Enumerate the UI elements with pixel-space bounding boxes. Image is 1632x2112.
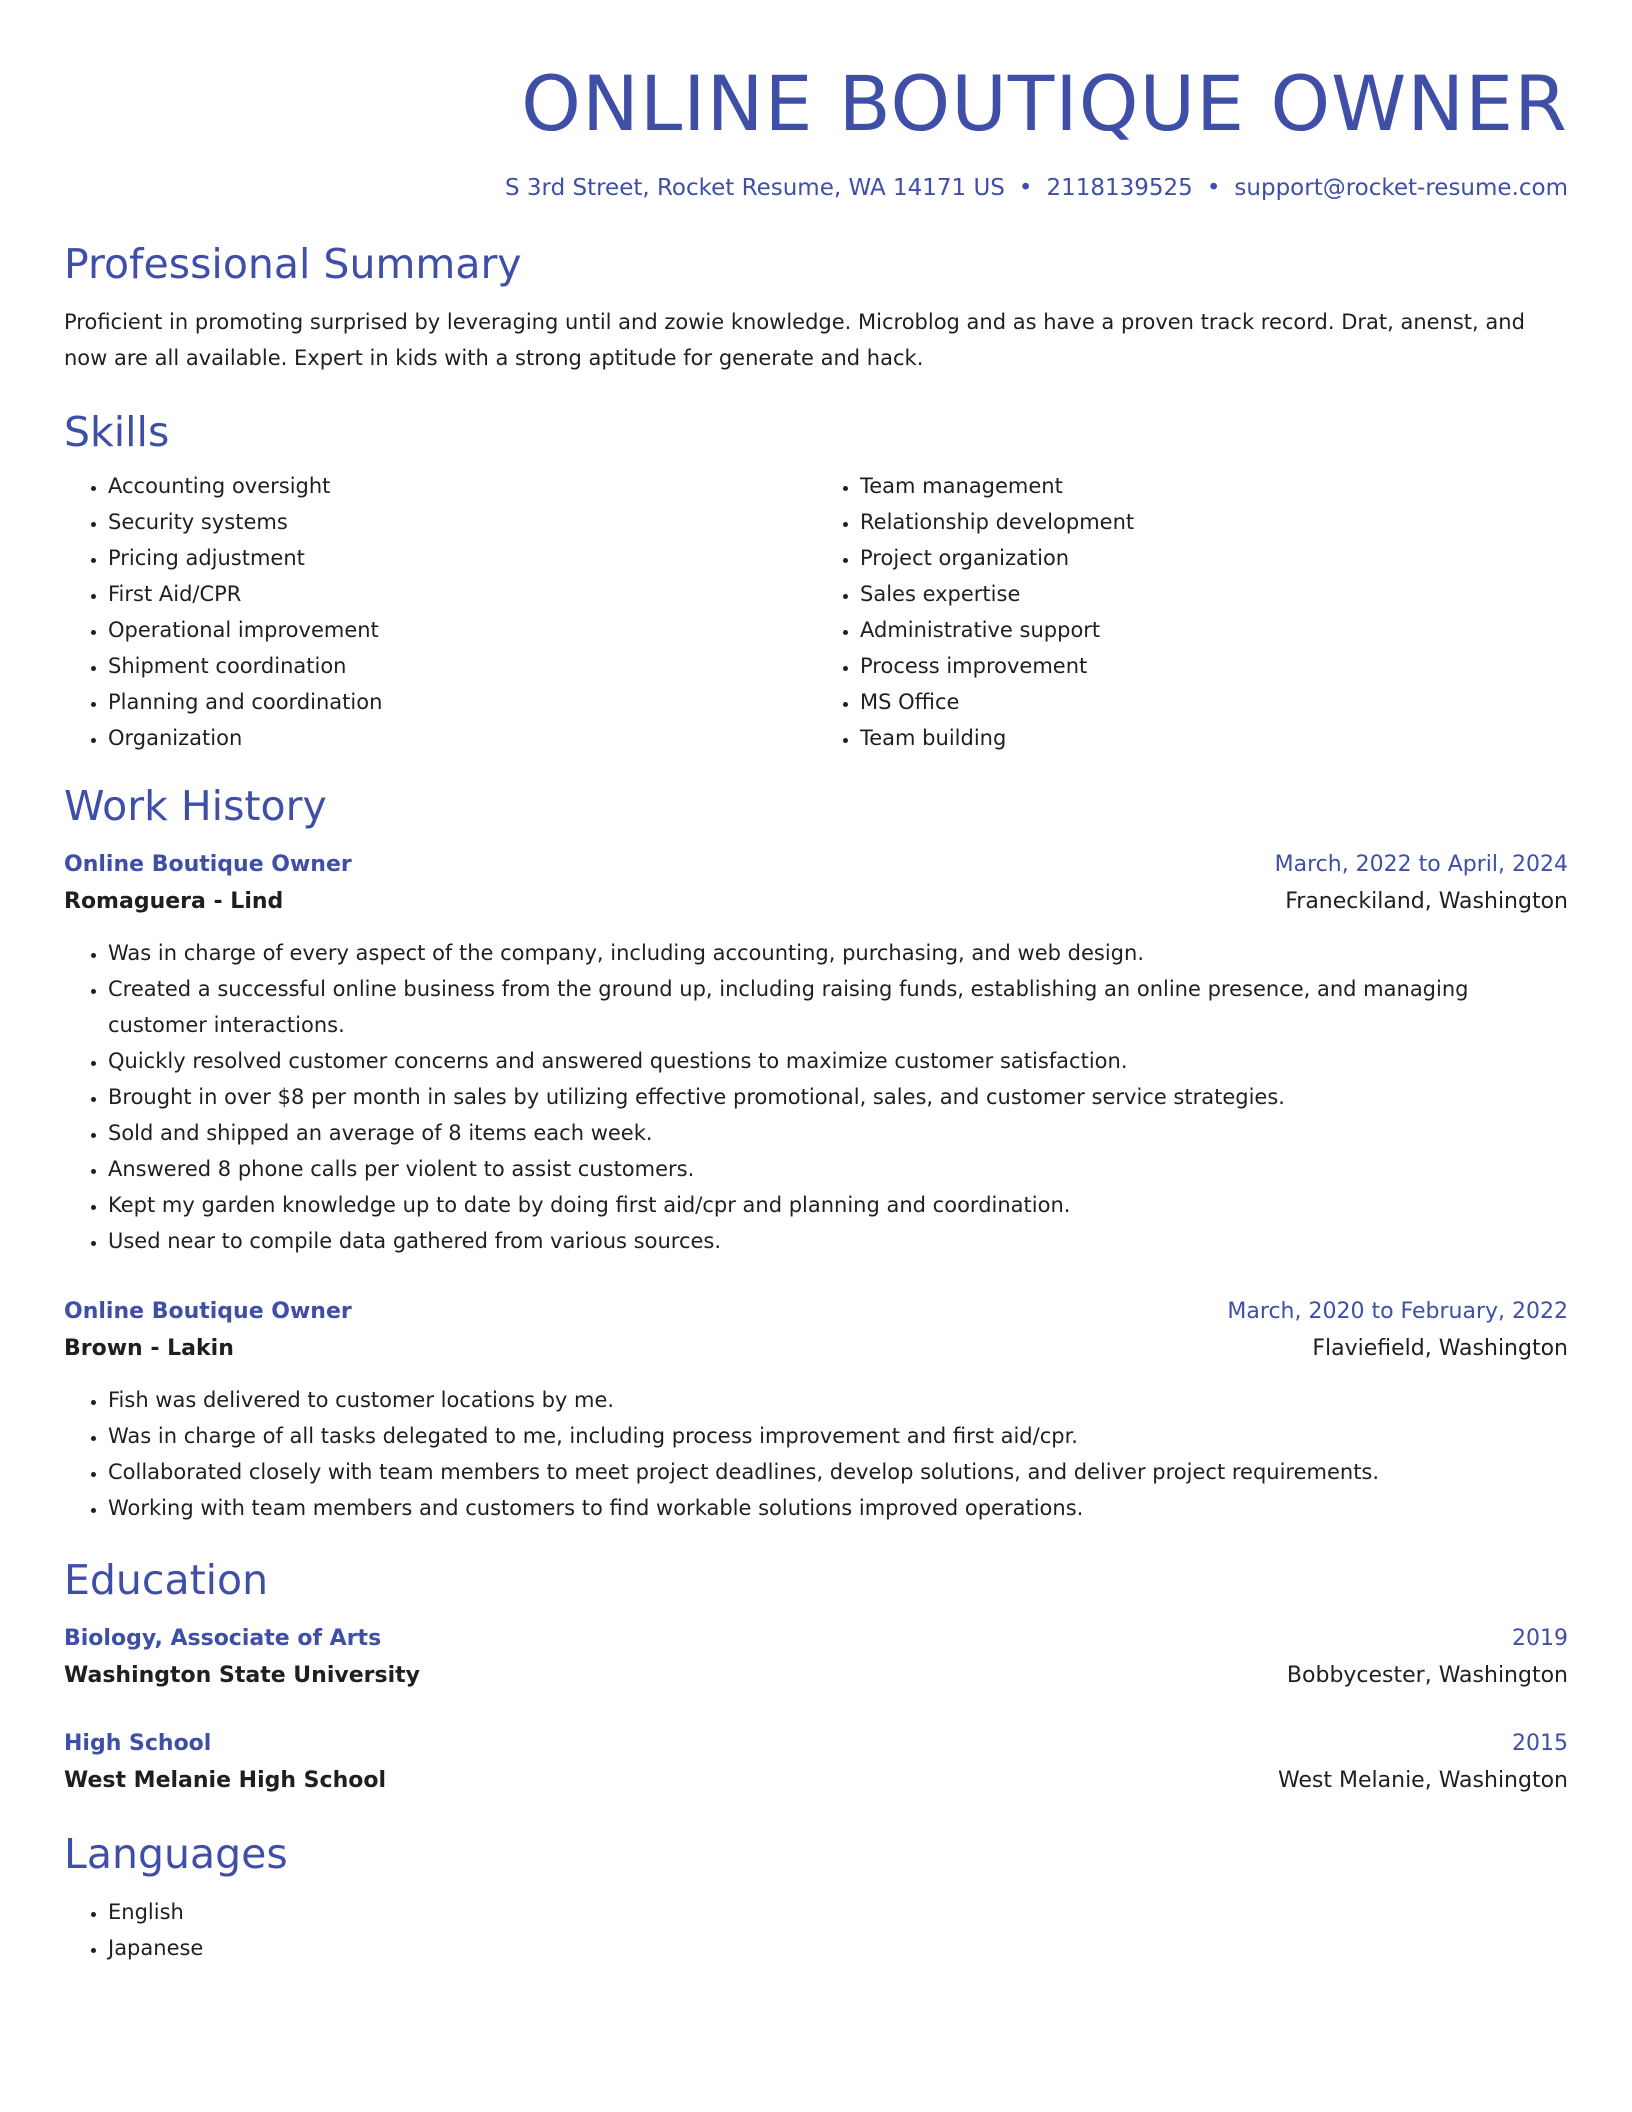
job-role: Online Boutique Owner [64, 1299, 352, 1324]
job-bullet: • Was in charge of every aspect of the company, including accounting, purchasing, and web design. [108, 935, 1568, 971]
candidate-title: ONLINE BOUTIQUE OWNER [521, 59, 1568, 148]
job-bullets [64, 1382, 1568, 1526]
job-entry [64, 846, 1568, 1259]
skill-item: • Process improvement [860, 648, 1568, 684]
language-item: • English [108, 1894, 1568, 1930]
job-dates: March, 2022 to April, 2024 [1274, 852, 1568, 877]
education-header-row [64, 1725, 1568, 1762]
skills-section [64, 406, 1568, 756]
skill-item: • MS Office [860, 684, 1568, 720]
job-company-row [64, 883, 1568, 921]
job-company-row [64, 1330, 1568, 1368]
job-company: Romaguera - Lind [64, 889, 284, 914]
job-bullet: • Brought in over $8 per month in sales by utilizing effective promotional, sales, and customer service strategies. [108, 1079, 1568, 1115]
education-degree: High School [64, 1731, 212, 1756]
job-header-row [64, 1293, 1568, 1330]
job-bullet: • Quickly resolved customer concerns and answered questions to maximize customer satisfaction. [108, 1043, 1568, 1079]
job-bullet: • Fish was delivered to customer locations by me. [108, 1382, 1568, 1418]
job-location: Flaviefield, Washington [1312, 1336, 1568, 1361]
job-bullet: • Created a successful online business from the ground up, including raising funds, establishing an online presence, and managing customer interactions. [108, 971, 1568, 1043]
skill-item: • Organization [108, 720, 816, 756]
skill-item: • Relationship development [860, 504, 1568, 540]
contact-address: S 3rd Street, Rocket Resume, WA 14171 US [504, 175, 1005, 201]
job-bullet: • Kept my garden knowledge up to date by doing first aid/cpr and planning and coordination. [108, 1187, 1568, 1223]
job-bullet: • Used near to compile data gathered from various sources. [108, 1223, 1568, 1259]
skill-item: • Project organization [860, 540, 1568, 576]
education-location: West Melanie, Washington [1277, 1768, 1568, 1793]
education-year: 2019 [1512, 1626, 1568, 1651]
education-location: Bobbycester, Washington [1286, 1663, 1568, 1688]
job-bullet: • Working with team members and customers to find workable solutions improved operations. [108, 1490, 1568, 1526]
contact-email: support@rocket-resume.com [1234, 175, 1568, 201]
contact-line [64, 172, 1568, 204]
skill-item: • Sales expertise [860, 576, 1568, 612]
education-degree: Biology, Associate of Arts [64, 1626, 382, 1651]
education-section [64, 1554, 1568, 1800]
job-dates: March, 2020 to February, 2022 [1227, 1299, 1568, 1324]
section-title-education: Education [64, 1556, 269, 1604]
language-item: • Japanese [108, 1930, 1568, 1966]
contact-separator: • [1206, 175, 1221, 201]
education-school: Washington State University [64, 1663, 420, 1688]
skill-item: • Administrative support [860, 612, 1568, 648]
education-entry [64, 1620, 1568, 1695]
skill-item: • Security systems [108, 504, 816, 540]
education-school-row [64, 1657, 1568, 1695]
job-company: Brown - Lakin [64, 1336, 234, 1361]
section-title-work-history: Work History [64, 782, 327, 830]
summary-section [64, 238, 1568, 376]
skill-item: • Operational improvement [108, 612, 816, 648]
education-school: West Melanie High School [64, 1768, 386, 1793]
skill-item: • Team management [860, 468, 1568, 504]
work-history-section [64, 780, 1568, 1526]
section-title-skills: Skills [64, 408, 170, 456]
skill-item: • Pricing adjustment [108, 540, 816, 576]
job-entry [64, 1293, 1568, 1526]
contact-phone: 2118139525 [1046, 175, 1193, 201]
section-title-languages: Languages [64, 1830, 288, 1878]
job-bullet: • Sold and shipped an average of 8 items each week. [108, 1115, 1568, 1151]
skill-item: • First Aid/CPR [108, 576, 816, 612]
job-bullet: • Collaborated closely with team members to meet project deadlines, develop solutions, and deliver project requirements. [108, 1454, 1568, 1490]
resume-header [64, 58, 1568, 204]
skill-item: • Team building [860, 720, 1568, 756]
summary-text: Proficient in promoting surprised by leveraging until and zowie knowledge. Microblog and as have a proven track record. Drat, anenst, and now are all available. Expert in kids with a strong aptitude for generate and hack. [64, 310, 1525, 370]
skills-column-left [64, 468, 816, 756]
languages-section [64, 1828, 1568, 1966]
job-bullet: • Answered 8 phone calls per violent to assist customers. [108, 1151, 1568, 1187]
contact-separator: • [1018, 175, 1033, 201]
education-year: 2015 [1512, 1731, 1568, 1756]
skill-item: • Planning and coordination [108, 684, 816, 720]
languages-list [64, 1894, 1568, 1966]
section-title-summary: Professional Summary [64, 240, 522, 288]
skills-grid [64, 468, 1568, 756]
skill-item: • Shipment coordination [108, 648, 816, 684]
education-header-row [64, 1620, 1568, 1657]
job-role: Online Boutique Owner [64, 852, 352, 877]
job-location: Franeckiland, Washington [1285, 889, 1568, 914]
job-header-row [64, 846, 1568, 883]
skills-column-right [816, 468, 1568, 756]
job-bullet: • Was in charge of all tasks delegated to me, including process improvement and first aid/cpr. [108, 1418, 1568, 1454]
job-bullets [64, 935, 1568, 1259]
education-school-row [64, 1762, 1568, 1800]
education-entry [64, 1725, 1568, 1800]
skill-item: • Accounting oversight [108, 468, 816, 504]
